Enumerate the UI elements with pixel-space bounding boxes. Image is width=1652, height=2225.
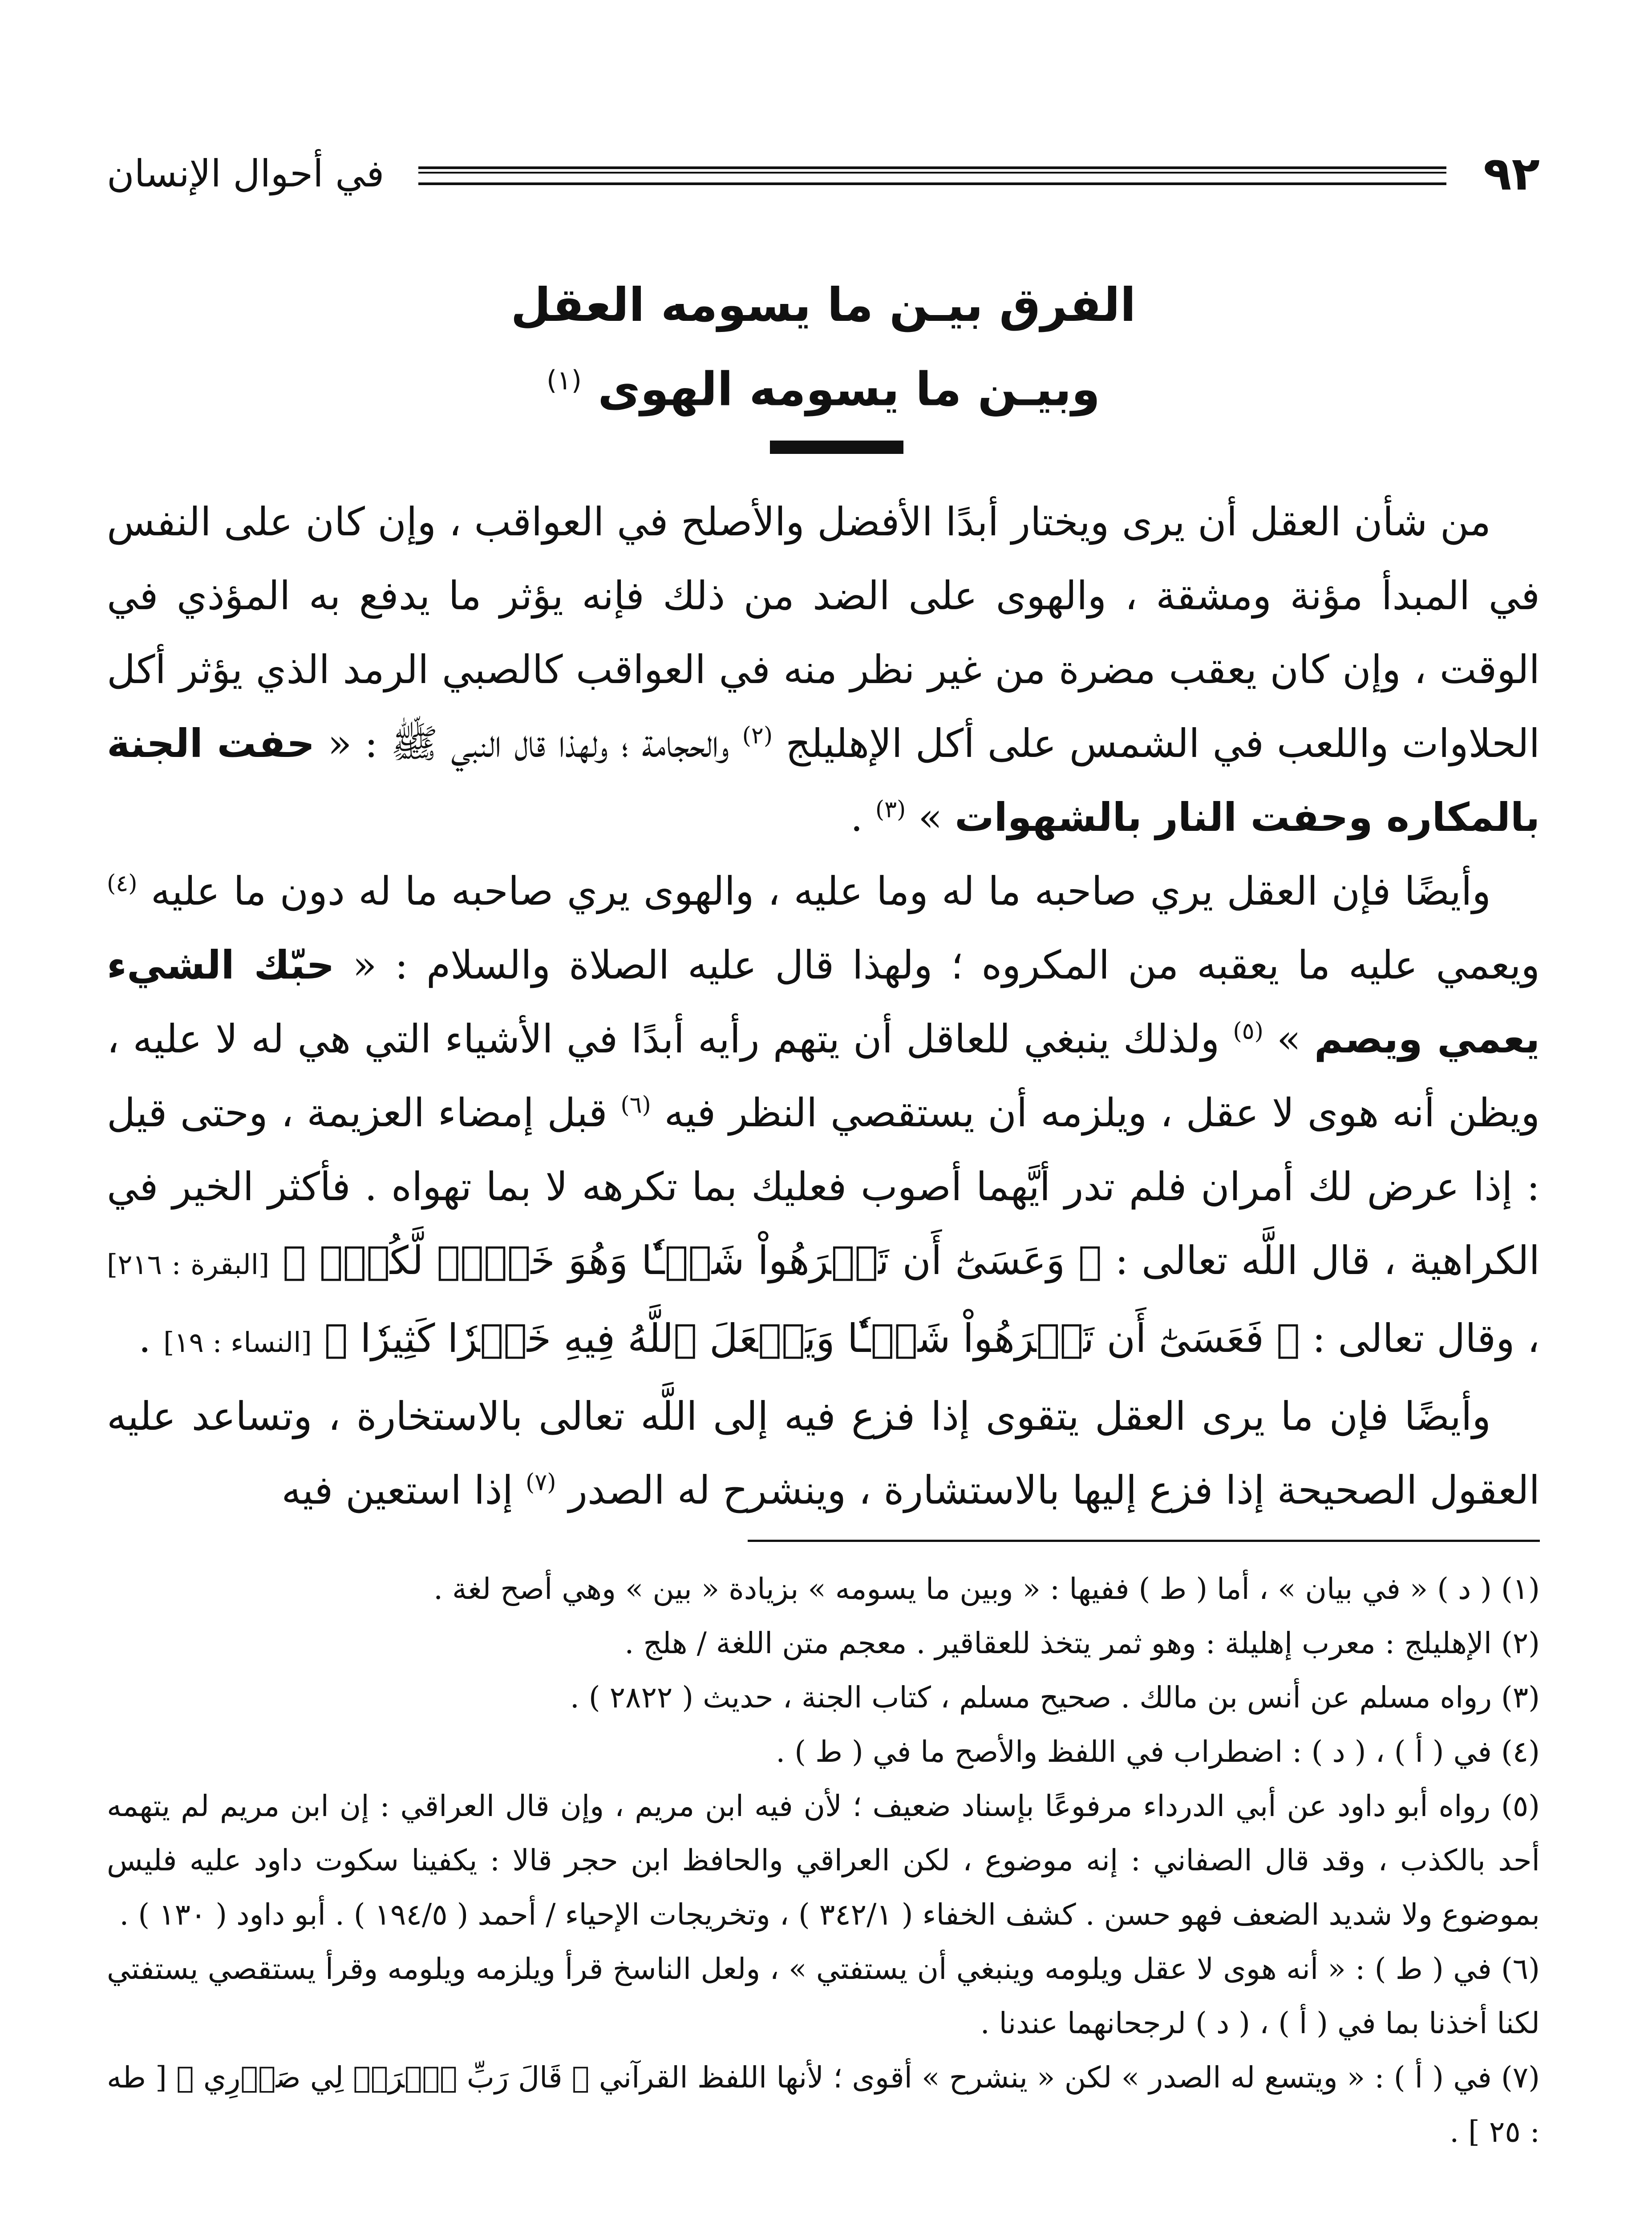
text-run: إذا استعين فيه (281, 1467, 514, 1513)
text-run: » (918, 794, 943, 840)
footnotes (107, 1562, 1540, 2159)
text-run: قبل إمضاء العزيمة ، وحتى قيل : إذا عرض لك أمران فلم تدر أيَّهما أصوب فعليك بما تكرهه لا بما تهواه . فأكثر الخير في الكراهية ، قال اللَّه تعالى : (107, 1090, 1540, 1283)
footnote-ref: (٥) (1233, 1018, 1263, 1045)
paragraph-3 (107, 1380, 1540, 1527)
hadith-quote: حبّك الشيء يعمي ويصم (107, 942, 1540, 1062)
footnote-1: (١) ( د ) « في بيان » ، أما ( ط ) ففيها : « وبين ما يسومه » بزيادة « بين » وهي أصح لغة . (433, 1572, 1540, 1606)
footnote-4: (٤) في ( أ ) ، ( د ) : اضطراب في اللفظ والأصح ما في ( ط ) . (776, 1735, 1540, 1769)
paragraph-1 (107, 485, 1540, 854)
text-run: والحجامة ؛ ولهذا قال النبي ﷺ : « (328, 720, 729, 766)
quran-verse: ﴿ فَعَسَىٰٓ أَن تَكۡرَهُواْ شَيۡـٔٗا وَيَجۡعَلَ ٱللَّهُ فِيهِ خَيۡرٗا كَثِيرٗا ﴾ (324, 1315, 1300, 1361)
main-text (107, 485, 1540, 1527)
footnote-7: (٧) في ( أ ) : « ويتسع له الصدر » لكن « ينشرح » أقوى ؛ لأنها اللفظ القرآني ﴿ قَالَ رَبِّ ٱشۡرَحۡ لِي صَدۡرِي ﴾ [ طه : ٢٥ ] . (107, 2060, 1540, 2149)
running-title: في أحوال الإنسان (107, 152, 385, 195)
page-number: ٩٢ (1483, 146, 1540, 201)
text-run: من شأن العقل أن يرى ويختار أبدًا الأفضل والأصلح في العواقب ، وإن كان على النفس في المبدأ مؤنة ومشقة ، والهوى على الضد من ذلك فإنه يؤثر ما يدفع به المؤذي في الوقت ، وإن كان يعقب مضرة من غير نظر منه في العواقب كالصبي الرمد الذي يؤثر أكل الحلاوات واللعب في الشمس على أكل الإهليلج (107, 499, 1540, 766)
text-run: وأيضًا فإن ما يرى العقل يتقوى إذا فزع فيه إلى اللَّه تعالى بالاستخارة ، وتساعد عليه العقول الصحيحة إذا فزع إليها بالاستشارة ، وينشرح له الصدر (107, 1393, 1540, 1513)
text-run: . (850, 794, 863, 840)
section-title (107, 267, 1540, 454)
title-line-2-text: وبيـن ما يسومه الهوى (598, 362, 1101, 417)
footnote-5: (٥) رواه أبو داود عن أبي الدرداء مرفوعًا بإسناد ضعيف ؛ لأن فيه ابن مريم ، وإن قال العراقي : إن ابن مريم لم يتهمه أحد بالكذب ، وقد قال الصفاني : إنه موضوع ، لكن العراقي والحافظ ابن حجر قالا : يكفينا سكوت داود عليه فليس بموضوع ولا شديد الضعف فهو حسن . كشف الخفاء ( ٣٤٢/١ ) ، وتخريجات الإحياء / أحمد ( ١٩٤/٥ ) . أبو داود ( ١٣٠ ) . (107, 1789, 1540, 1932)
title-line-2 (107, 343, 1540, 427)
footnote-separator (748, 1540, 1540, 1542)
footnote-ref: (٦) (620, 1092, 651, 1119)
title-line-1: الفرق بيـن ما يسومه العقل (510, 278, 1136, 332)
text-run: » (1277, 1016, 1301, 1062)
footnote-ref: (٢) (742, 722, 773, 749)
text-run: ولذلك ينبغي للعاقل أن يتهم رأيه أبدًا في الأشياء التي هي له لا عليه ، ويظن أنه هوى لا عقل ، ويلزمه أن يستقصي النظر فيه (107, 1016, 1540, 1136)
paragraph-2 (107, 854, 1540, 1380)
footnote-2: (٢) الإهليلج : معرب إهليلة : وهو ثمر يتخذ للعقاقير . معجم متن اللغة / هلج . (624, 1626, 1540, 1660)
quran-verse: ﴿ وَعَسَىٰٓ أَن تَكۡرَهُواْ شَيۡـٔٗا وَهُوَ خَيۡرٞ لَّكُمۡۖ ﴾ (282, 1238, 1102, 1283)
text-run: ، وقال تعالى : (1312, 1315, 1540, 1361)
header-rule (418, 166, 1446, 185)
text-run: وأيضًا فإن العقل يري صاحبه ما له وما عليه ، والهوى يري صاحبه ما له دون ما عليه (150, 868, 1491, 914)
footnote-ref: (٧) (526, 1469, 556, 1496)
running-header (107, 147, 1540, 200)
verse-source: [البقرة : ٢١٦] (107, 1248, 270, 1281)
verse-source: [النساء : ١٩] (163, 1326, 312, 1359)
footnote-3: (٣) رواه مسلم عن أنس بن مالك . صحيح مسلم ، كتاب الجنة ، حديث ( ٢٨٢٢ ) . (570, 1680, 1540, 1715)
title-footnote-ref: (١) (546, 365, 582, 396)
title-underline-bar (770, 441, 903, 454)
footnote-ref: (٣) (875, 796, 906, 823)
text-run: ويعمي عليه ما يعقبه من المكروه ؛ ولهذا قال عليه الصلاة والسلام : « (352, 942, 1540, 988)
footnote-ref: (٤) (107, 870, 138, 897)
footnote-6: (٦) في ( ط ) : « أنه هوى لا عقل ويلومه وينبغي أن يستفتي » ، ولعل الناسخ قرأ ويلزمه ويلومه وقرأ يستقصي يستفتي لكنا أخذنا بما في ( أ ) ، ( د ) لرجحانهما عندنا . (107, 1952, 1540, 2040)
hadith-quote: حفت الجنة بالمكاره وحفت النار بالشهوات (107, 720, 1540, 840)
text-run: . (138, 1315, 151, 1361)
